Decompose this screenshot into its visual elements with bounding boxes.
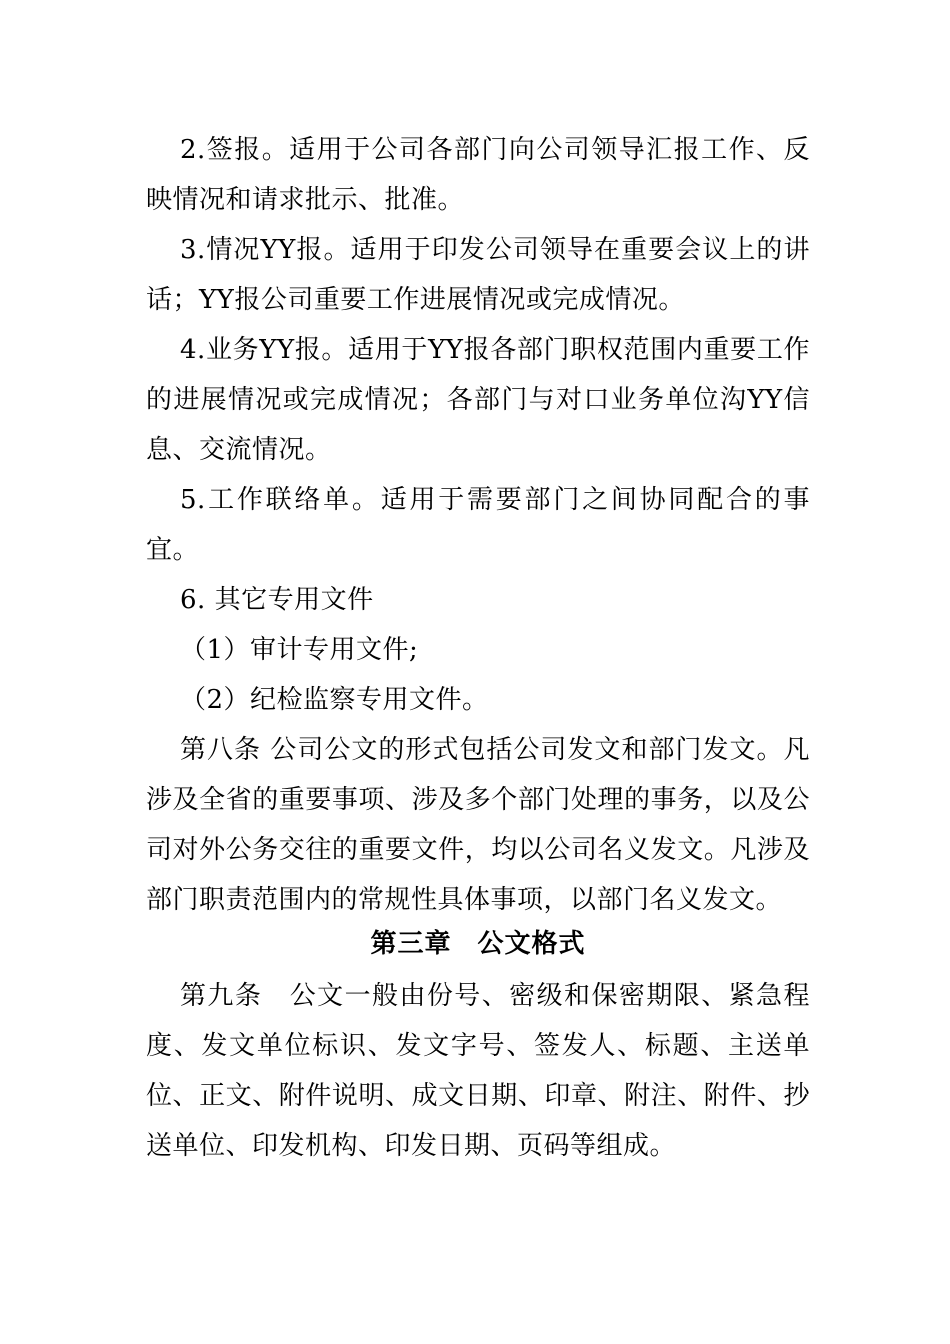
paragraph-discipline-documents: （2）纪检监察专用文件。	[180, 685, 489, 715]
paragraph-article-8: 第八条 公司公文的形式包括公司发文和部门发文。凡涉及全省的重要事项、涉及多个部门处理的事务，以及公司对外公务交往的重要文件，均以公司名义发文。凡涉及部门职责范围内的常规性具体事项，以部门名义发文。	[146, 735, 810, 915]
section-body-bottom	[146, 971, 810, 1171]
paragraph-other-special-documents: 6. 其它专用文件	[180, 585, 374, 615]
paragraph-situation-report: 3.情况YY报。适用于印发公司领导在重要会议上的讲话；YY报公司重要工作进展情况或完成情况。	[146, 235, 810, 315]
paragraph-signed-report: 2.签报。适用于公司各部门向公司领导汇报工作、反映情况和请求批示、批准。	[146, 135, 810, 215]
section-body-top	[146, 125, 810, 925]
chapter-heading	[146, 919, 810, 969]
paragraph-work-contact-sheet: 5.工作联络单。适用于需要部门之间协同配合的事宜。	[146, 485, 810, 565]
chapter-title: 公文格式	[477, 929, 586, 959]
chapter-number: 第三章	[370, 929, 452, 959]
paragraph-article-9: 第九条 公文一般由份号、密级和保密期限、紧急程度、发文单位标识、发文字号、签发人、标题、主送单位、正文、附件说明、成文日期、印章、附注、附件、抄送单位、印发机构、印发日期、页码等组成。	[146, 981, 810, 1161]
paragraph-business-report: 4.业务YY报。适用于YY报各部门职权范围内重要工作的进展情况或完成情况；各部门与对口业务单位沟YY信息、交流情况。	[146, 335, 810, 465]
paragraph-audit-documents: （1）审计专用文件;	[180, 635, 419, 665]
